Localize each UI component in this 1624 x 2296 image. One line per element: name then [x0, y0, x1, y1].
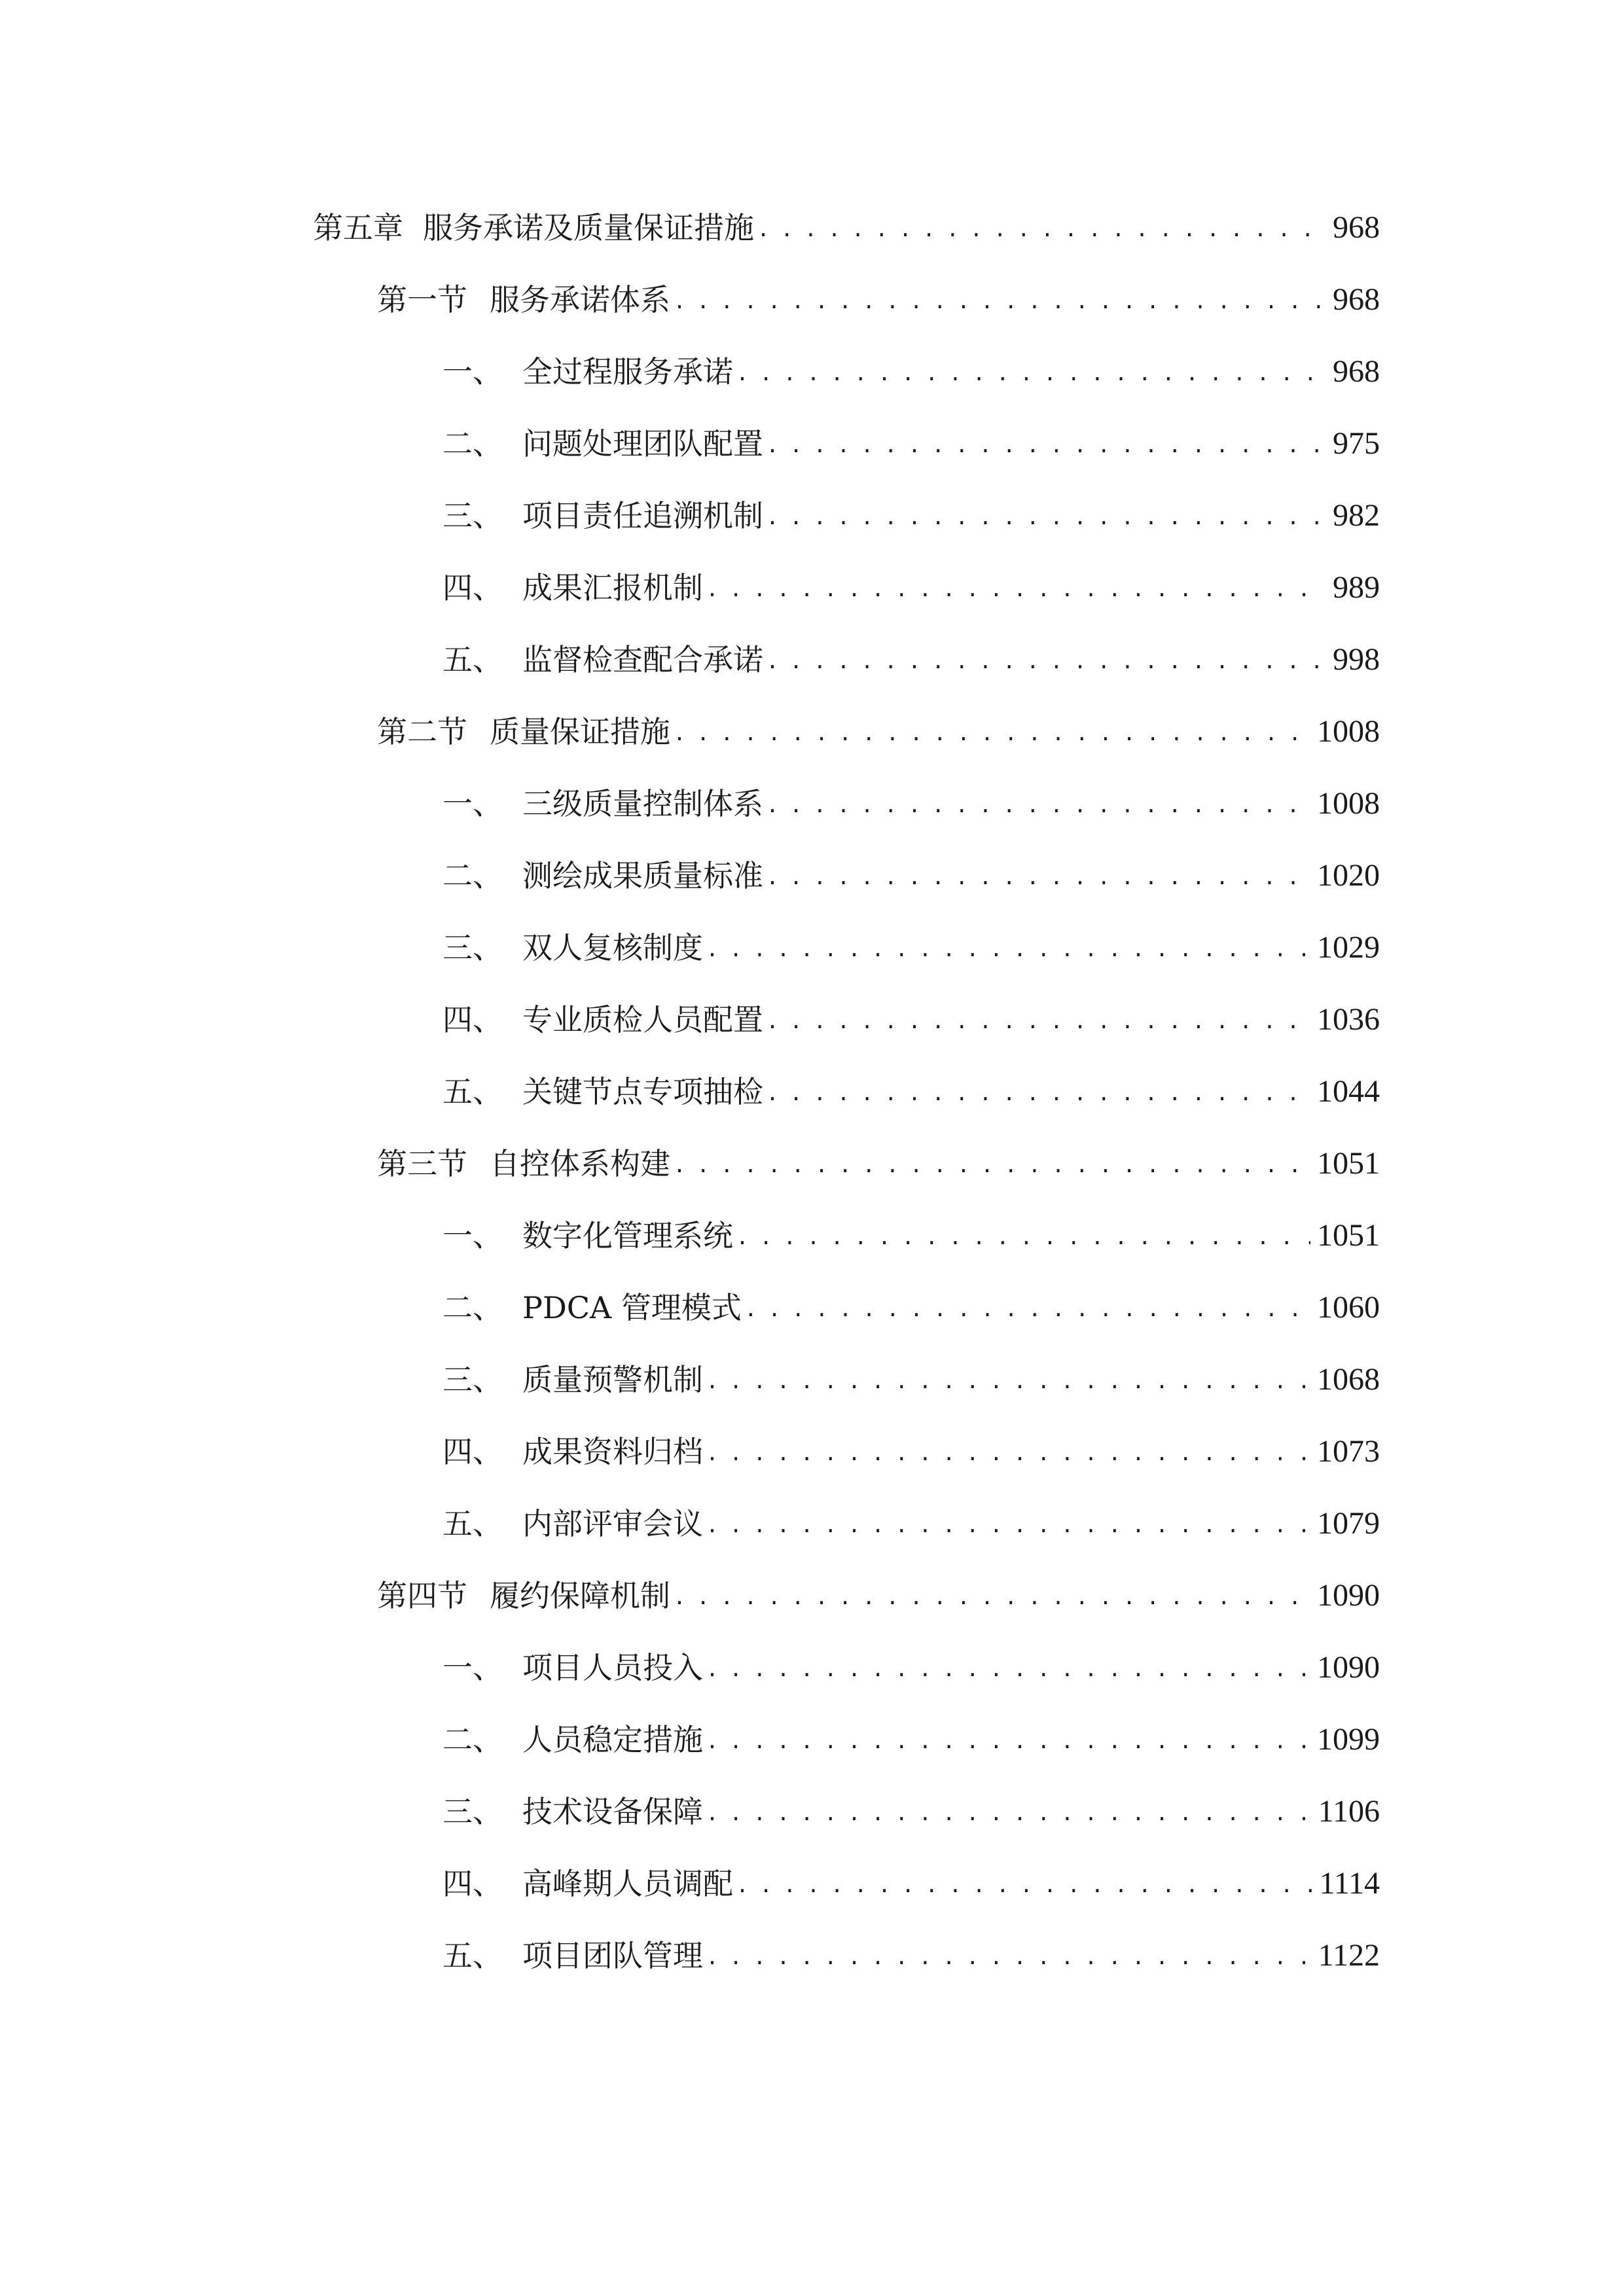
toc-label [442, 1788, 703, 1835]
toc-number: 二、 [442, 1290, 503, 1325]
toc-label [442, 564, 703, 611]
toc-number: 第三节 [377, 1146, 467, 1181]
toc-number: 四、 [442, 1434, 503, 1469]
toc-item-entry[interactable] [442, 1068, 1380, 1115]
toc-item-entry[interactable] [442, 348, 1380, 395]
toc-label [377, 1572, 670, 1619]
toc-number: 二、 [442, 426, 503, 461]
toc-number: 四、 [442, 1002, 503, 1037]
toc-item-entry[interactable] [442, 1716, 1380, 1763]
toc-section-entry[interactable] [377, 1572, 1380, 1619]
dot-leader [759, 204, 1326, 251]
toc-page-number: 1122 [1318, 1938, 1380, 1973]
toc-label [442, 1500, 703, 1547]
toc-number: 第二节 [377, 714, 467, 749]
toc-item-entry[interactable] [442, 1428, 1380, 1475]
toc-number: 二、 [442, 858, 503, 893]
dot-leader [708, 1428, 1310, 1475]
toc-title: 问题处理团队配置 [522, 426, 763, 461]
toc-page-number: 1008 [1317, 714, 1380, 749]
toc-number: 一、 [442, 354, 503, 389]
toc-item-entry[interactable] [442, 636, 1380, 683]
toc-title: 数字化管理系统 [522, 1218, 733, 1253]
toc-page-number: 1073 [1317, 1434, 1380, 1469]
toc-label [442, 492, 763, 539]
toc-label [442, 1356, 703, 1403]
dot-leader [738, 1860, 1313, 1907]
toc-page-number: 1106 [1318, 1794, 1380, 1829]
toc-page-number: 1051 [1317, 1146, 1380, 1181]
toc-title: 质量保证措施 [490, 714, 670, 749]
toc-label [442, 1644, 703, 1691]
dot-leader [738, 1212, 1310, 1259]
toc-page-number: 1099 [1317, 1722, 1380, 1757]
toc-page-number: 1029 [1317, 930, 1380, 965]
toc-page-number: 1060 [1317, 1290, 1380, 1325]
toc-title: PDCA 管理模式 [522, 1290, 742, 1325]
toc-title: 服务承诺及质量保证措施 [423, 210, 754, 245]
toc-label [313, 204, 754, 251]
toc-page-number: 1020 [1317, 858, 1380, 893]
toc-chapter-entry[interactable] [313, 204, 1380, 251]
toc-label [442, 852, 763, 899]
toc-title: 项目责任追溯机制 [522, 498, 763, 533]
toc-number: 三、 [442, 1794, 503, 1829]
dot-leader [708, 564, 1326, 611]
toc-title: 全过程服务承诺 [522, 354, 733, 389]
toc-item-entry[interactable] [442, 1356, 1380, 1403]
toc-title: 三级质量控制体系 [522, 786, 763, 821]
toc-page-number: 1079 [1317, 1506, 1380, 1541]
toc-item-entry[interactable] [442, 1284, 1380, 1331]
toc-label [442, 1716, 703, 1763]
toc-page-number: 1036 [1317, 1002, 1380, 1037]
dot-leader [708, 1644, 1310, 1691]
dot-leader [708, 1356, 1310, 1403]
toc-title: 自控体系构建 [490, 1146, 670, 1181]
toc-label [442, 780, 763, 827]
toc-number: 第四节 [377, 1578, 467, 1613]
toc-number: 三、 [442, 498, 503, 533]
dot-leader [768, 420, 1326, 467]
toc-number: 三、 [442, 1362, 503, 1397]
toc-title: 关键节点专项抽检 [522, 1074, 763, 1109]
toc-item-entry[interactable] [442, 1860, 1380, 1907]
toc-page-number: 968 [1333, 354, 1380, 389]
toc-title: 内部评审会议 [522, 1506, 703, 1541]
dot-leader [708, 1500, 1310, 1547]
toc-page-number: 989 [1333, 570, 1380, 605]
toc-label [377, 276, 670, 323]
toc-title: 项目人员投入 [522, 1650, 703, 1685]
toc-number: 五、 [442, 642, 503, 677]
toc-number: 五、 [442, 1506, 503, 1541]
toc-page-number: 1008 [1317, 786, 1380, 821]
toc-label [442, 636, 763, 683]
toc-number: 五、 [442, 1074, 503, 1109]
toc-title: 质量预警机制 [522, 1362, 703, 1397]
toc-item-entry[interactable] [442, 1212, 1380, 1259]
toc-page-number: 968 [1333, 282, 1380, 317]
toc-title: 服务承诺体系 [490, 282, 670, 317]
toc-item-entry[interactable] [442, 1500, 1380, 1547]
toc-label [377, 708, 670, 755]
toc-page-number: 1090 [1317, 1578, 1380, 1613]
toc-label [442, 1428, 703, 1475]
toc-number: 三、 [442, 930, 503, 965]
toc-title: 项目团队管理 [522, 1938, 703, 1973]
dot-leader [708, 1716, 1310, 1763]
toc-title: 测绘成果质量标准 [522, 858, 763, 893]
dot-leader [708, 924, 1310, 971]
toc-number: 五、 [442, 1938, 503, 1973]
toc-page-number: 975 [1333, 426, 1380, 461]
dot-leader [738, 348, 1326, 395]
toc-label [442, 1212, 733, 1259]
toc-label [442, 1284, 742, 1331]
toc-number: 二、 [442, 1722, 503, 1757]
toc-title: 双人复核制度 [522, 930, 703, 965]
dot-leader [768, 492, 1326, 539]
dot-leader [768, 636, 1326, 683]
toc-page-number: 982 [1333, 498, 1380, 533]
toc-number: 第一节 [377, 282, 467, 317]
dot-leader [768, 1068, 1310, 1115]
toc-item-entry[interactable] [442, 1788, 1380, 1835]
toc-title: 成果资料归档 [522, 1434, 703, 1469]
toc-item-entry[interactable] [442, 564, 1380, 611]
toc-item-entry[interactable] [442, 996, 1380, 1043]
toc-label [442, 348, 733, 395]
toc-item-entry[interactable] [442, 780, 1380, 827]
dot-leader [708, 1788, 1312, 1835]
toc-label [442, 996, 763, 1043]
toc-label [442, 420, 763, 467]
toc-number: 一、 [442, 786, 503, 821]
toc-label [442, 1860, 733, 1907]
toc-title: 高峰期人员调配 [522, 1866, 733, 1901]
toc-page-number: 1114 [1319, 1866, 1380, 1901]
toc-item-entry[interactable] [442, 492, 1380, 539]
dot-leader [676, 1140, 1310, 1187]
toc-label [442, 1068, 763, 1115]
toc-page-number: 1068 [1317, 1362, 1380, 1397]
toc-title: 履约保障机制 [490, 1578, 670, 1613]
dot-leader [708, 1932, 1312, 1979]
toc-number: 一、 [442, 1650, 503, 1685]
dot-leader [768, 996, 1310, 1043]
toc-item-entry[interactable] [442, 1644, 1380, 1691]
dot-leader [747, 1284, 1310, 1331]
toc-section-entry[interactable] [377, 708, 1380, 755]
toc-title: 专业质检人员配置 [522, 1002, 763, 1037]
toc-number: 一、 [442, 1218, 503, 1253]
dot-leader [768, 780, 1310, 827]
toc-title: 人员稳定措施 [522, 1722, 703, 1757]
toc-item-entry[interactable] [442, 1932, 1380, 1979]
toc-section-entry[interactable] [377, 1140, 1380, 1187]
toc-number: 第五章 [313, 210, 403, 245]
dot-leader [676, 1572, 1310, 1619]
toc-label [377, 1140, 670, 1187]
toc-title: 监督检查配合承诺 [522, 642, 763, 677]
toc-page-number: 998 [1333, 642, 1380, 677]
dot-leader [768, 852, 1310, 899]
toc-item-entry[interactable] [442, 852, 1380, 899]
toc-label [442, 1932, 703, 1979]
toc-title: 技术设备保障 [522, 1794, 703, 1829]
toc-label [442, 924, 703, 971]
toc-section-entry[interactable] [377, 276, 1380, 323]
toc-item-entry[interactable] [442, 924, 1380, 971]
toc-number: 四、 [442, 1866, 503, 1901]
toc-title: 成果汇报机制 [522, 570, 703, 605]
dot-leader [676, 276, 1326, 323]
toc-page-number: 1051 [1317, 1218, 1380, 1253]
toc-item-entry[interactable] [442, 420, 1380, 467]
toc-page-number: 1090 [1317, 1650, 1380, 1685]
toc-number: 四、 [442, 570, 503, 605]
dot-leader [676, 708, 1310, 755]
toc-page-number: 968 [1333, 210, 1380, 245]
toc-page-number: 1044 [1317, 1074, 1380, 1109]
